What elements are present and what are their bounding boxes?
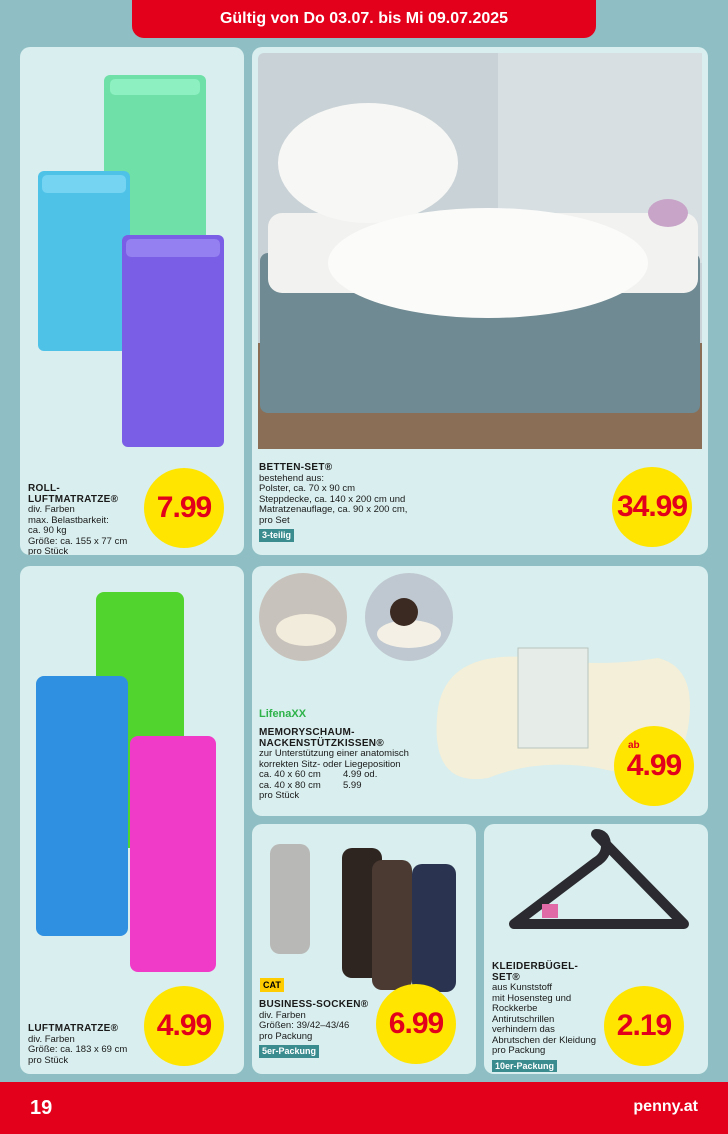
buegel-line: aus Kunststoff bbox=[492, 982, 553, 993]
roll-air-mattress-image bbox=[20, 47, 244, 467]
buegel-description bbox=[492, 962, 602, 1072]
buegel-price-badge bbox=[604, 986, 684, 1066]
panel-kleiderbuegel bbox=[484, 824, 708, 1074]
roll-line: div. Farben bbox=[28, 504, 75, 515]
site-link[interactable]: penny.at bbox=[633, 1098, 698, 1115]
betten-description bbox=[259, 463, 459, 542]
pillow-use-photo-1 bbox=[258, 572, 348, 662]
socken-name: BUSINESS-SOCKEN® bbox=[259, 999, 369, 1010]
roll-price: 7.99 bbox=[156, 491, 212, 524]
kissen-size-1: ca. 40 x 60 cm bbox=[259, 769, 321, 780]
roll-line: ca. 90 kg bbox=[28, 525, 67, 536]
buegel-name: KLEIDERBÜGEL-SET® bbox=[492, 961, 579, 983]
socken-line: Größen: 39/42–43/46 bbox=[259, 1020, 350, 1031]
betten-line: pro Set bbox=[259, 514, 290, 526]
betten-line: Matratzenauflage, ca. 90 x 200 cm, bbox=[259, 504, 408, 515]
betten-price-badge bbox=[612, 467, 692, 547]
kissen-price-badge bbox=[614, 726, 694, 806]
roll-name: ROLL-LUFTMATRATZE® bbox=[28, 483, 119, 505]
buegel-line: Abrutschen der Kleidung bbox=[492, 1034, 597, 1046]
socken-line: div. Farben bbox=[259, 1009, 306, 1021]
footer-bar bbox=[0, 1082, 728, 1134]
kissen-line: korrekten Sitz- oder Liegeposition bbox=[259, 758, 401, 770]
air-mattress-image bbox=[20, 566, 244, 986]
kissen-price-prefix: ab bbox=[628, 740, 640, 751]
kissen-name-1: MEMORYSCHAUM- bbox=[259, 727, 355, 738]
kissen-price-2: 5.99 bbox=[343, 779, 362, 791]
panel-business-socken bbox=[252, 824, 476, 1074]
cat-logo: CAT bbox=[260, 978, 284, 992]
panel-luftmatratze bbox=[20, 566, 244, 1074]
betten-tag: 3-teilig bbox=[259, 529, 294, 542]
socken-tag: 5er-Packung bbox=[259, 1045, 319, 1058]
roll-line: max. Belastbarkeit: bbox=[28, 514, 109, 526]
buegel-line: Rockkerbe bbox=[492, 1003, 538, 1014]
kissen-size-2: ca. 40 x 80 cm bbox=[259, 779, 321, 791]
roll-line: Größe: ca. 155 x 77 cm bbox=[28, 535, 128, 547]
luft-price-badge bbox=[144, 986, 224, 1066]
kissen-name-2: NACKENSTÜTZKISSEN® bbox=[259, 737, 384, 749]
buegel-line: verhindern das bbox=[492, 1024, 555, 1035]
buegel-line: pro Packung bbox=[492, 1045, 546, 1056]
validity-text: Gültig von Do 03.07. bis Mi 09.07.2025 bbox=[219, 10, 509, 27]
roll-description bbox=[28, 484, 138, 555]
betten-line: Polster, ca. 70 x 90 cm bbox=[259, 483, 356, 494]
buegel-line: Antirutschrillen bbox=[492, 1013, 555, 1025]
buegel-line: mit Hosensteg und bbox=[492, 992, 572, 1004]
socken-price: 6.99 bbox=[388, 1007, 444, 1040]
kissen-description bbox=[259, 728, 429, 802]
validity-banner bbox=[132, 0, 596, 38]
luft-line: div. Farben bbox=[28, 1033, 75, 1045]
kissen-price: 4.99 bbox=[626, 749, 682, 782]
betten-price: 34.99 bbox=[616, 490, 688, 523]
hanger-set-image bbox=[484, 824, 708, 954]
kissen-price-1: 4.99 od. bbox=[343, 769, 378, 780]
betten-line: Steppdecke, ca. 140 x 200 cm und bbox=[259, 493, 406, 505]
panel-nackenkissen bbox=[252, 566, 708, 816]
luft-name: LUFTMATRATZE® bbox=[28, 1023, 119, 1034]
roll-price-badge bbox=[144, 468, 224, 548]
luft-line: Größe: ca. 183 x 69 cm bbox=[28, 1044, 128, 1055]
roll-line: pro Stück bbox=[28, 546, 69, 555]
panel-betten-set bbox=[252, 47, 708, 555]
lifenaxx-logo: LifenaXX bbox=[259, 708, 307, 720]
luft-description bbox=[28, 1024, 138, 1066]
bedding-set-image bbox=[258, 53, 702, 449]
page-number: 19 bbox=[30, 1097, 53, 1119]
socks-image bbox=[252, 824, 476, 994]
kissen-line: zur Unterstützung einer anatomisch bbox=[259, 748, 409, 759]
panel-roll-luftmatratze bbox=[20, 47, 244, 555]
buegel-price: 2.19 bbox=[616, 1009, 672, 1042]
buegel-tag: 10er-Packung bbox=[492, 1060, 557, 1073]
luft-line: pro Stück bbox=[28, 1054, 69, 1066]
socken-price-badge bbox=[376, 984, 456, 1064]
kissen-unit: pro Stück bbox=[259, 790, 300, 801]
luft-price: 4.99 bbox=[156, 1009, 212, 1042]
betten-line: bestehend aus: bbox=[259, 472, 324, 484]
betten-name: BETTEN-SET® bbox=[259, 462, 333, 473]
socken-line: pro Packung bbox=[259, 1030, 313, 1042]
socken-description bbox=[259, 1000, 369, 1058]
